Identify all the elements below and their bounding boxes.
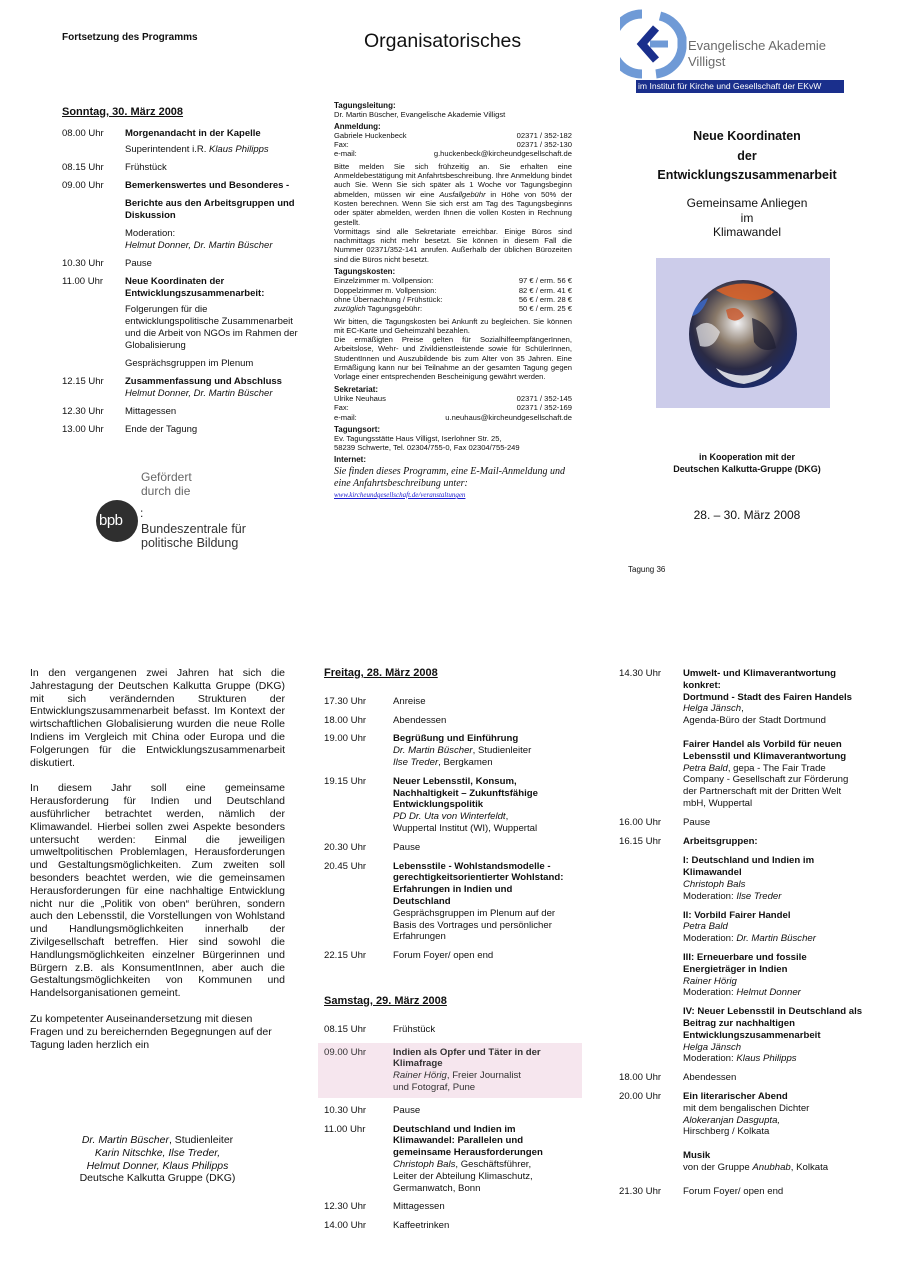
secretariat-label: Sekretariat: <box>334 384 379 394</box>
text: Moderation: <box>683 987 737 999</box>
time: 09.00 Uhr <box>62 180 104 191</box>
schedule-item <box>324 1024 576 1036</box>
text: Dr. Martin Büscher <box>736 933 816 945</box>
text: von der Gruppe <box>683 1161 753 1173</box>
schedule-item <box>62 180 302 252</box>
text: Lebensstile - Wohlstandsmodelle - gerechtigkeitsorientierter Wohlstand: Erfahrungen in Indien und Deutschland <box>393 860 564 907</box>
text: in Höhe von 50% der Kosten berechnen. Wenn Sie sich erst am Tag des Tagungsbeginns oder später abmelden, werden Ihnen die vollen Kosten in Rechnung gestellt. <box>334 189 572 227</box>
schedule-item <box>324 696 576 708</box>
time: 12.15 Uhr <box>62 376 104 387</box>
text: 56 € / erm. 28 € <box>518 294 572 304</box>
item-description: Folgerungen für die entwicklungspolitische Zusammenarbeit und die Arbeit von NGOs im Rahmen der Globalisierung <box>125 304 298 351</box>
introduction <box>30 667 285 1064</box>
text: Abendessen <box>683 1072 737 1084</box>
text: Helga Jänsch <box>683 1041 742 1053</box>
text: 19.00 Uhr <box>324 733 367 745</box>
venue-contact: 58239 Schwerte, Tel. 02304/755-0, Fax 02304/755-249 <box>334 443 520 453</box>
funded-by-text: Gefördert durch die <box>141 470 192 498</box>
text: Forum Foyer/ open end <box>683 1185 784 1197</box>
text: Leiter der Abteilung Klimaschutz, <box>393 1170 533 1182</box>
cover-title <box>612 127 882 186</box>
text: Abendessen <box>393 714 447 726</box>
schedule-item <box>62 376 302 400</box>
text: 97 € / erm. 56 € <box>518 276 572 286</box>
academy-logo <box>620 8 842 94</box>
text: Bitte melden Sie sich frühzeitig an. Sie erhalten eine Anmeldebestätigung mit Anfahrtsbeschreibung. Ihre Anmeldung bindet auch Sie. Wenn Sie sich später als 1 Woche vor Tagungsbeginn abmelden, müssen wir eine <box>334 161 572 199</box>
website-link[interactable]: www.kircheundgesellschaft.de/veranstaltungen <box>334 490 466 499</box>
cover-subtitle <box>612 196 882 240</box>
schedule-item <box>324 1124 576 1195</box>
day-heading: Samstag, 29. März 2008 <box>324 995 447 1007</box>
moderators: Helmut Donner, Dr. Martin Büscher <box>125 240 273 251</box>
text: Frühstück <box>393 1023 436 1035</box>
text: Villigst <box>688 54 726 69</box>
text: 08.15 Uhr <box>324 1023 367 1035</box>
text: Gesprächsgruppen im Plenum auf der Basis des Vortrages und persönlicher Erfahrungen <box>393 907 556 943</box>
text: 18.00 Uhr <box>324 714 367 726</box>
text: Ilse Treder <box>393 756 439 768</box>
text: 16.00 Uhr <box>619 816 662 828</box>
schedule-item <box>619 1072 879 1084</box>
text: , Freier Journalist <box>446 1070 521 1082</box>
internet-text: Sie finden dieses Programm, eine E-Mail-Anmeldung und eine Anfahrtsbeschreibung unter: <box>334 465 565 489</box>
item-text: Mittagessen <box>125 406 177 417</box>
bpb-circle-logo: bpb <box>96 500 138 542</box>
text: in Kooperation mit der <box>698 452 795 462</box>
leitung-label: Tagungsleitung: <box>334 101 396 110</box>
text: Neue Koordinaten <box>693 129 801 143</box>
cost-row <box>334 276 572 285</box>
text: , <box>505 811 509 823</box>
speaker-name: Klaus Philipps <box>208 144 269 155</box>
text: 14.30 Uhr <box>619 668 662 679</box>
text: Dr. Martin Büscher <box>393 745 473 757</box>
text: Moderation: <box>683 890 737 902</box>
text: Indien als Opfer und Täter in der Klimafrage <box>393 1046 541 1070</box>
text: Helmut Donner <box>736 987 801 999</box>
email-label: e-mail: <box>334 412 357 422</box>
text: 18.00 Uhr <box>619 1072 662 1084</box>
text: 10.30 Uhr <box>324 1104 367 1116</box>
text: Musik <box>683 1150 711 1162</box>
text: , Studienleiter <box>168 1134 234 1146</box>
text: 20.30 Uhr <box>324 841 367 853</box>
item-title: Zusammenfassung und Abschluss <box>125 376 282 387</box>
text: Helga Jänsch <box>683 703 742 715</box>
registration-paragraph <box>334 162 572 227</box>
schedule-item <box>619 817 879 829</box>
text: , <box>741 703 744 715</box>
schedule-item <box>62 406 302 418</box>
text: Klimawandel <box>712 225 782 239</box>
time: 12.30 Uhr <box>62 406 104 417</box>
academy-name <box>688 38 826 70</box>
text: Arbeitsgruppen: <box>683 835 758 847</box>
text: Mittagessen <box>393 1201 445 1213</box>
contact-email[interactable]: g.huckenbeck@kircheundgesellschaft.de <box>433 149 572 159</box>
event-dates: 28. – 30. März 2008 <box>693 508 801 522</box>
text: Pause <box>393 841 421 853</box>
text: 21.30 Uhr <box>619 1185 662 1197</box>
text: Tagungsgebühr: <box>365 304 423 314</box>
contact-email[interactable]: u.neuhaus@kircheundgesellschaft.de <box>445 412 572 422</box>
contact-fax: 02371 / 352-169 <box>516 403 572 413</box>
text: Klaus Philipps <box>736 1053 797 1065</box>
cost-row <box>334 295 572 304</box>
text: Petra Bald <box>683 762 728 774</box>
text: 22.15 Uhr <box>324 950 367 962</box>
text: Deutschland und Indien im Klimawandel: Parallelen und gemeinsame Herausforderungen <box>393 1123 543 1159</box>
text: Pause <box>683 816 711 828</box>
time: 10.30 Uhr <box>62 258 104 269</box>
schedule-item <box>619 836 879 1066</box>
text: Kaffeetrinken <box>393 1220 450 1232</box>
cooperation-note <box>612 451 882 475</box>
earth-image <box>656 258 830 408</box>
text: Umwelt- und Klimaverantwortung konkret: <box>683 668 836 691</box>
text: Moderation: <box>683 1053 737 1065</box>
schedule-item <box>62 424 302 436</box>
text: , Bergkamen <box>438 756 493 768</box>
schedule-item <box>324 1201 576 1213</box>
text: Agenda-Büro der Stadt Dortmund <box>683 715 826 727</box>
text: Gemeinsame Anliegen <box>686 196 808 210</box>
text: 16.15 Uhr <box>619 835 662 847</box>
highlighted-schedule-item <box>318 1043 582 1098</box>
text: Deutsche Kalkutta Gruppe (DKG) <box>79 1172 236 1185</box>
moderation-label: Moderation: <box>125 228 176 239</box>
schedule-item <box>324 776 576 835</box>
bpb-name: Bundeszentrale für politische Bildung <box>141 522 246 550</box>
text: Ein literarischer Abend <box>683 1090 788 1102</box>
text: Deutschen Kalkutta-Gruppe (DKG) <box>673 464 821 474</box>
schedule-item <box>324 1105 576 1117</box>
workgroup <box>683 910 879 945</box>
text: Hirschberg / Kolkata <box>683 1126 770 1138</box>
text: 11.00 Uhr <box>324 1123 366 1135</box>
time: 13.00 Uhr <box>62 424 104 435</box>
contact-phone: 02371 / 352-182 <box>516 130 572 140</box>
item-text: Superintendent i.R. <box>125 144 209 155</box>
globe-icon <box>656 258 830 408</box>
text: zuzüglich <box>334 304 366 314</box>
kg-logo-icon <box>620 8 690 82</box>
schedule-item <box>62 162 302 174</box>
schedule-item <box>619 1186 879 1198</box>
text: Pause <box>393 1104 421 1116</box>
text: Evangelische Akademie <box>688 38 827 53</box>
item-text: Pause <box>125 258 152 269</box>
venue-address: Ev. Tagungsstätte Haus Villigst, Iserlohner Str. 25, <box>334 434 502 444</box>
contact-name: Ulrike Neuhaus <box>334 393 386 403</box>
item-title: Bemerkenswertes und Besonderes - <box>125 180 290 191</box>
text: Karin Nitschke, Ilse Treder, <box>94 1146 221 1159</box>
text: 50 € / erm. 25 € <box>518 304 572 314</box>
internet-label: Internet: <box>334 454 366 464</box>
text: , gepa - The Fair Trade Company - Gesellschaft zur Förderung der Partnerschaft mit der Dritten Welt mbH, Wuppertal <box>683 762 849 809</box>
text: III: Erneuerbare und fossile Energieträger in Indien <box>683 951 807 975</box>
continuation-heading: Fortsetzung des Programms <box>62 32 198 43</box>
text: I: Deutschland und Indien im Klimawandel <box>683 855 815 879</box>
day-heading: Freitag, 28. März 2008 <box>324 667 438 679</box>
text: , Geschäftsführer, <box>455 1158 532 1170</box>
text: und Fotograf, Pune <box>393 1081 476 1093</box>
text: 20.45 Uhr <box>324 860 367 872</box>
schedule-item <box>324 861 576 944</box>
text: Dortmund - Stadt des Fairen Handels <box>683 691 852 703</box>
text: Entwicklungszusammenarbeit <box>657 168 837 182</box>
anmeldung-label: Anmeldung: <box>334 121 381 131</box>
text: 14.00 Uhr <box>324 1220 367 1232</box>
intro-paragraph: In diesem Jahr soll eine gemeinsame Herausforderung für Indien und Deutschland ausführlicher betrachtet werden, nämlich der Klimawandel. Hierbei sollen zwei Aspekte besonders untersucht werden: Einmal die jeweiligen umweltpolitischen Problemlagen, Herausforderungen und Gestaltungsmöglichkeiten. Zum zweiten soll besonders beachtet werden, wie die gemeinsamen Herausforderungen für eine nachhaltige Entwicklung nicht nur die „Politik von oben“ berühren, sondern auch den Lebensstil, die Vorstellungen von Wohlstand und Handlungsmöglichkeiten innerhalb der Zivilgesellschaft betreffen. Hier sind sowohl die Handlungsmöglichkeiten einzelner Bürgerinnen und Bürgern z.B. als KonsumentInnen, aber auch die Gestaltungsmöglichkeiten von Kommunen und Handelsorganisationen gemeint. <box>30 782 285 1000</box>
signatories <box>30 1134 285 1185</box>
text: Christoph Bals <box>683 878 746 890</box>
text: PD Dr. Uta von Winterfeldt <box>393 811 506 823</box>
item-title: Berichte aus den Arbeitsgruppen und Diskussion <box>125 198 295 221</box>
text: Rainer Hörig <box>683 975 737 987</box>
intro-paragraph: Zu kompetenter Auseinandersetzung mit diesen Fragen und zu bereichernden Begegnungen auf der Tagung laden herzlich ein <box>30 1012 272 1051</box>
text: Helmut Donner, Klaus Philipps <box>86 1159 229 1172</box>
item-title: Neue Koordinaten der Entwicklungszusammenarbeit: <box>125 276 265 299</box>
text: II: Vorbild Fairer Handel <box>683 909 791 921</box>
text: Christoph Bals <box>393 1158 456 1170</box>
text: mit dem bengalischen Dichter <box>683 1102 810 1114</box>
text: , Kolkata <box>790 1161 829 1173</box>
text: IV: Neuer Lebensstil in Deutschland als Beitrag zur nachhaltigen Entwicklungszusammenarbeit <box>683 1006 863 1041</box>
text: Begrüßung und Einführung <box>393 733 519 745</box>
item-title: Morgenandacht in der Kapelle <box>125 128 261 139</box>
text: Rainer Hörig <box>393 1070 447 1082</box>
text: 17.30 Uhr <box>324 695 367 707</box>
contact-fax: 02371 / 352-130 <box>516 140 572 150</box>
text: 12.30 Uhr <box>324 1201 367 1213</box>
schedule-item <box>619 1091 879 1174</box>
item-text: Frühstück <box>125 162 167 173</box>
text: , Studienleiter <box>472 745 532 757</box>
text: Germanwatch, Bonn <box>393 1182 481 1194</box>
text: Anubhab <box>752 1161 791 1173</box>
item-text: Ende der Tagung <box>125 424 198 435</box>
contact-name: Gabriele Huckenbeck <box>334 130 407 140</box>
schedule-item <box>324 733 576 768</box>
text: Neuer Lebensstil, Konsum, Nachhaltigkeit – Zukunftsfähige Entwicklungspolitik <box>393 775 538 811</box>
text: Anreise <box>393 695 426 707</box>
schedule-item <box>324 1220 576 1232</box>
text: 20.00 Uhr <box>619 1090 662 1102</box>
costs-label: Tagungskosten: <box>334 267 396 277</box>
text: ohne Übernachtung / Frühstück: <box>334 294 443 304</box>
time: 08.00 Uhr <box>62 128 104 139</box>
schedule-item <box>324 715 576 727</box>
intro-paragraph: In den vergangenen zwei Jahren hat sich die Jahrestagung der Deutschen Kalkutta Gruppe (DKG) mit sich verändernden Strukturen der Entwicklungszusammenarbeit befasst. Im Kontext der wirtschaftlichen Globalisierung wurden die neue Rolle Indiens im Vergleich mit China oder Europa und die Folgerungen für die Entwicklungszusammenarbeit diskutiert. <box>30 667 285 769</box>
friday-schedule <box>324 668 576 969</box>
organisation-info <box>334 99 572 500</box>
bpb-colon: : <box>140 506 144 520</box>
event-number: Tagung 36 <box>628 565 666 574</box>
schedule-item <box>324 842 576 854</box>
workgroup <box>683 952 833 999</box>
text: 82 € / erm. 41 € <box>518 285 572 295</box>
sunday-schedule <box>62 106 302 442</box>
day-heading: Sonntag, 30. März 2008 <box>62 106 184 118</box>
fax-label: Fax: <box>334 403 349 413</box>
text: Ilse Treder <box>736 890 782 902</box>
payment-paragraph: Wir bitten, die Tagungskosten bei Ankunft zu begleichen. Sie können mit EC-Karte und Geheimzahl bezahlen. <box>334 316 572 335</box>
text: 09.00 Uhr <box>324 1046 367 1058</box>
contact-phone: 02371 / 352-145 <box>516 393 572 403</box>
schedule-item <box>62 258 302 270</box>
text: Einzelzimmer m. Vollpension: <box>334 276 434 286</box>
cost-row <box>334 304 572 313</box>
text: Petra Bald <box>683 921 728 933</box>
text: Fairer Handel als Vorbild für neuen Lebensstil und Klimaverantwortung <box>683 738 847 762</box>
item-text: Gesprächsgruppen im Plenum <box>125 358 254 369</box>
office-hours-paragraph: Vormittags sind alle Sekretariate erreichbar. Einige Büros sind nachmittags nicht mehr besetzt. Sie können in diesem Fall die Nummer 02371/352-141 anrufen. Außerhalb der üblichen Bürozeiten sind die Büros nicht besetzt. <box>334 226 572 264</box>
text: im <box>740 210 754 225</box>
institute-band: im Institut für Kirche und Gesellschaft der EKvW <box>636 80 844 93</box>
schedule-item <box>62 276 302 370</box>
text: 19.15 Uhr <box>324 775 367 787</box>
venue-label: Tagungsort: <box>334 424 381 434</box>
schedule-item <box>324 950 576 962</box>
speaker-name: Helmut Donner, Dr. Martin Büscher <box>125 388 273 399</box>
text: Doppelzimmer m. Vollpension: <box>334 285 437 295</box>
organisation-title: Organisatorisches <box>364 30 522 52</box>
time: 08.15 Uhr <box>62 162 104 173</box>
text: Moderation: <box>683 933 737 945</box>
saturday-afternoon-schedule <box>619 668 879 1204</box>
text: Dr. Martin Büscher <box>81 1134 169 1146</box>
schedule-item <box>619 668 879 810</box>
bpb-logo <box>96 470 296 560</box>
leitung-text: Dr. Martin Büscher, Evangelische Akademie Villigst <box>334 110 506 120</box>
schedule-item <box>62 128 302 156</box>
cost-row <box>334 286 572 295</box>
text: Alokeranjan Dasgupta, <box>683 1114 781 1126</box>
discount-paragraph: Die ermäßigten Preise gelten für SozialhilfeempfängerInnen, Arbeitslose, Wehr- und Zivildienstleistende sowie für SchülerInnen, StudentInnen und Auszubildende bis zum Alter von 35 Jahren. Eine Ermäßigung kann nur bei Teilnahme an der gesamten Tagung gegen Vorlage einer entsprechenden Bescheinigung gewährt werden. <box>334 335 572 382</box>
text: Forum Foyer/ open end <box>393 950 494 962</box>
text: der <box>737 148 757 163</box>
workgroup <box>683 855 843 902</box>
workgroup <box>683 1006 875 1065</box>
fax-label: Fax: <box>334 140 349 150</box>
text: Ausfallgebühr <box>439 189 486 199</box>
time: 11.00 Uhr <box>62 276 104 287</box>
email-label: e-mail: <box>334 149 357 159</box>
text: Wuppertal Institut (WI), Wuppertal <box>393 822 538 834</box>
saturday-schedule <box>324 996 576 1239</box>
